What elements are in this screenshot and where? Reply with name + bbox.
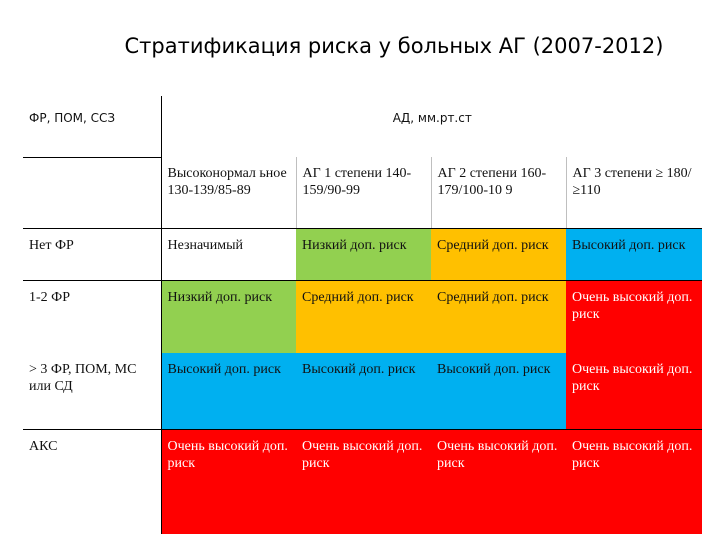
- bp-column-header: АГ 3 степени ≥ 180/≥110: [566, 157, 702, 228]
- risk-cell: Низкий доп. риск: [161, 280, 296, 353]
- corner-header: ФР, ПОМ, ССЗ: [23, 96, 161, 157]
- risk-cell: Очень высокий доп. риск: [161, 429, 296, 534]
- risk-cell: Низкий доп. риск: [296, 228, 431, 280]
- risk-cell: Высокий доп. риск: [431, 353, 566, 429]
- risk-cell: Очень высокий доп. риск: [431, 429, 566, 534]
- bp-column-header: Высоконормал ьное 130-139/85-89: [161, 157, 296, 228]
- page-title: Стратификация риска у больных АГ (2007-2012): [124, 34, 664, 58]
- bp-group-header: АД, мм.рт.ст: [161, 96, 702, 157]
- risk-cell: Средний доп. риск: [431, 280, 566, 353]
- table-row: [23, 353, 702, 429]
- empty-header-cell: [23, 157, 161, 228]
- table-row: [23, 228, 702, 280]
- row-label: > 3 ФР, ПОМ, МС или СД: [23, 353, 161, 429]
- risk-cell: Высокий доп. риск: [296, 353, 431, 429]
- risk-cell: Высокий доп. риск: [161, 353, 296, 429]
- table-row: [23, 429, 702, 534]
- risk-cell: Средний доп. риск: [431, 228, 566, 280]
- table-row: [23, 280, 702, 353]
- row-label: АКС: [29, 438, 58, 454]
- risk-cell: Очень высокий доп. риск: [566, 429, 702, 534]
- risk-cell: Незначимый: [161, 228, 296, 280]
- risk-cell: Средний доп. риск: [296, 280, 431, 353]
- row-label: Нет ФР: [23, 228, 161, 280]
- risk-cell: Очень высокий доп. риск: [296, 429, 431, 534]
- risk-cell: Высокий доп. риск: [566, 228, 702, 280]
- risk-stratification-table: [23, 96, 702, 534]
- risk-cell: Очень высокий доп. риск: [566, 280, 702, 353]
- bp-column-header: АГ 1 степени 140-159/90-99: [296, 157, 431, 228]
- row-label: 1-2 ФР: [29, 289, 71, 305]
- risk-cell: Очень высокий доп. риск: [566, 353, 702, 429]
- bp-column-header: АГ 2 степени 160-179/100-10 9: [431, 157, 566, 228]
